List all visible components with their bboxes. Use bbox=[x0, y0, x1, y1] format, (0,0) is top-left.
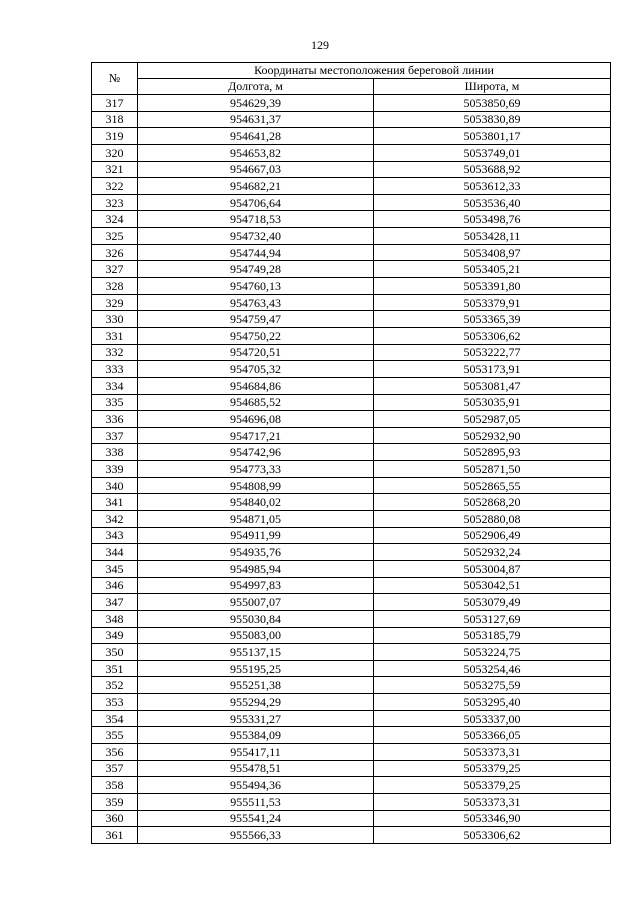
longitude-cell: 955478,51 bbox=[138, 760, 374, 777]
table-row bbox=[92, 461, 611, 478]
table-row bbox=[92, 477, 611, 494]
longitude-cell: 954985,94 bbox=[138, 560, 374, 577]
point-number-cell: 351 bbox=[92, 660, 138, 677]
point-number-cell: 325 bbox=[92, 228, 138, 245]
table-row bbox=[92, 727, 611, 744]
table-row bbox=[92, 178, 611, 195]
table-row bbox=[92, 710, 611, 727]
latitude-cell: 5053373,31 bbox=[374, 743, 611, 760]
point-number-cell: 358 bbox=[92, 777, 138, 794]
longitude-cell: 954718,53 bbox=[138, 211, 374, 228]
latitude-cell: 5053536,40 bbox=[374, 194, 611, 211]
number-column-header: № bbox=[92, 63, 138, 95]
point-number-cell: 345 bbox=[92, 560, 138, 577]
point-number-cell: 331 bbox=[92, 327, 138, 344]
latitude-cell: 5052932,24 bbox=[374, 544, 611, 561]
table-row bbox=[92, 793, 611, 810]
table-row bbox=[92, 527, 611, 544]
longitude-cell: 954720,51 bbox=[138, 344, 374, 361]
latitude-cell: 5052895,93 bbox=[374, 444, 611, 461]
latitude-cell: 5053379,25 bbox=[374, 760, 611, 777]
latitude-cell: 5053042,51 bbox=[374, 577, 611, 594]
latitude-cell: 5053379,25 bbox=[374, 777, 611, 794]
table-row bbox=[92, 361, 611, 378]
coordinates-table-body bbox=[92, 95, 611, 844]
table-row bbox=[92, 511, 611, 528]
point-number-cell: 354 bbox=[92, 710, 138, 727]
longitude-cell: 955137,15 bbox=[138, 644, 374, 661]
point-number-cell: 357 bbox=[92, 760, 138, 777]
point-number-cell: 332 bbox=[92, 344, 138, 361]
longitude-cell: 954763,43 bbox=[138, 294, 374, 311]
latitude-cell: 5053408,97 bbox=[374, 244, 611, 261]
longitude-cell: 955251,38 bbox=[138, 677, 374, 694]
point-number-cell: 355 bbox=[92, 727, 138, 744]
longitude-cell: 954911,99 bbox=[138, 527, 374, 544]
longitude-cell: 954871,05 bbox=[138, 511, 374, 528]
latitude-cell: 5053337,00 bbox=[374, 710, 611, 727]
point-number-cell: 352 bbox=[92, 677, 138, 694]
table-row bbox=[92, 743, 611, 760]
latitude-cell: 5053295,40 bbox=[374, 694, 611, 711]
table-row bbox=[92, 394, 611, 411]
longitude-cell: 955511,53 bbox=[138, 793, 374, 810]
longitude-cell: 954706,64 bbox=[138, 194, 374, 211]
latitude-cell: 5053391,80 bbox=[374, 278, 611, 295]
latitude-cell: 5052906,49 bbox=[374, 527, 611, 544]
table-row bbox=[92, 560, 611, 577]
point-number-cell: 324 bbox=[92, 211, 138, 228]
table-row bbox=[92, 344, 611, 361]
table-row bbox=[92, 760, 611, 777]
latitude-cell: 5053222,77 bbox=[374, 344, 611, 361]
point-number-cell: 342 bbox=[92, 511, 138, 528]
table-row bbox=[92, 610, 611, 627]
table-row bbox=[92, 444, 611, 461]
latitude-cell: 5053366,05 bbox=[374, 727, 611, 744]
point-number-cell: 336 bbox=[92, 411, 138, 428]
latitude-cell: 5053428,11 bbox=[374, 228, 611, 245]
point-number-cell: 318 bbox=[92, 111, 138, 128]
longitude-cell: 954641,28 bbox=[138, 128, 374, 145]
coordinates-table bbox=[91, 62, 611, 844]
table-row bbox=[92, 261, 611, 278]
table-row bbox=[92, 278, 611, 295]
latitude-cell: 5053405,21 bbox=[374, 261, 611, 278]
longitude-cell: 954629,39 bbox=[138, 95, 374, 112]
latitude-cell: 5052880,08 bbox=[374, 511, 611, 528]
latitude-cell: 5053306,62 bbox=[374, 327, 611, 344]
latitude-cell: 5053127,69 bbox=[374, 610, 611, 627]
latitude-cell: 5052868,20 bbox=[374, 494, 611, 511]
table-row bbox=[92, 411, 611, 428]
latitude-cell: 5053254,46 bbox=[374, 660, 611, 677]
latitude-cell: 5053612,33 bbox=[374, 178, 611, 195]
latitude-cell: 5053035,91 bbox=[374, 394, 611, 411]
page-number: 129 bbox=[311, 38, 329, 52]
point-number-cell: 356 bbox=[92, 743, 138, 760]
longitude-cell: 954760,13 bbox=[138, 278, 374, 295]
longitude-cell: 955294,29 bbox=[138, 694, 374, 711]
table-row bbox=[92, 677, 611, 694]
point-number-cell: 339 bbox=[92, 461, 138, 478]
longitude-cell: 954750,22 bbox=[138, 327, 374, 344]
point-number-cell: 322 bbox=[92, 178, 138, 195]
table-row bbox=[92, 777, 611, 794]
point-number-cell: 350 bbox=[92, 644, 138, 661]
latitude-cell: 5052865,55 bbox=[374, 477, 611, 494]
point-number-cell: 346 bbox=[92, 577, 138, 594]
point-number-cell: 319 bbox=[92, 128, 138, 145]
table-row bbox=[92, 494, 611, 511]
table-row bbox=[92, 228, 611, 245]
coordinates-group-header: Координаты местоположения береговой линии bbox=[138, 63, 611, 79]
table-row bbox=[92, 577, 611, 594]
table-row bbox=[92, 161, 611, 178]
latitude-cell: 5053801,17 bbox=[374, 128, 611, 145]
latitude-cell: 5053081,47 bbox=[374, 377, 611, 394]
table-row bbox=[92, 311, 611, 328]
latitude-cell: 5053379,91 bbox=[374, 294, 611, 311]
point-number-cell: 359 bbox=[92, 793, 138, 810]
table-row bbox=[92, 144, 611, 161]
latitude-cell: 5053346,90 bbox=[374, 810, 611, 827]
longitude-cell: 955195,25 bbox=[138, 660, 374, 677]
point-number-cell: 348 bbox=[92, 610, 138, 627]
longitude-cell: 955384,09 bbox=[138, 727, 374, 744]
longitude-cell: 954667,03 bbox=[138, 161, 374, 178]
longitude-cell: 954705,32 bbox=[138, 361, 374, 378]
point-number-cell: 328 bbox=[92, 278, 138, 295]
point-number-cell: 321 bbox=[92, 161, 138, 178]
point-number-cell: 329 bbox=[92, 294, 138, 311]
longitude-cell: 954742,96 bbox=[138, 444, 374, 461]
latitude-cell: 5053004,87 bbox=[374, 560, 611, 577]
longitude-cell: 954773,33 bbox=[138, 461, 374, 478]
latitude-cell: 5052871,50 bbox=[374, 461, 611, 478]
point-number-cell: 317 bbox=[92, 95, 138, 112]
point-number-cell: 338 bbox=[92, 444, 138, 461]
point-number-cell: 349 bbox=[92, 627, 138, 644]
table-row bbox=[92, 644, 611, 661]
latitude-cell: 5053365,39 bbox=[374, 311, 611, 328]
longitude-cell: 955030,84 bbox=[138, 610, 374, 627]
longitude-cell: 954808,99 bbox=[138, 477, 374, 494]
point-number-cell: 337 bbox=[92, 427, 138, 444]
longitude-cell: 954744,94 bbox=[138, 244, 374, 261]
latitude-cell: 5052932,90 bbox=[374, 427, 611, 444]
table-row bbox=[92, 627, 611, 644]
point-number-cell: 360 bbox=[92, 810, 138, 827]
latitude-cell: 5053688,92 bbox=[374, 161, 611, 178]
longitude-cell: 954732,40 bbox=[138, 228, 374, 245]
table-row bbox=[92, 327, 611, 344]
point-number-cell: 347 bbox=[92, 594, 138, 611]
point-number-cell: 361 bbox=[92, 827, 138, 844]
table-row bbox=[92, 194, 611, 211]
longitude-cell: 954997,83 bbox=[138, 577, 374, 594]
point-number-cell: 320 bbox=[92, 144, 138, 161]
table-row bbox=[92, 694, 611, 711]
latitude-column-header: Широта, м bbox=[374, 79, 611, 95]
point-number-cell: 333 bbox=[92, 361, 138, 378]
table-row bbox=[92, 128, 611, 145]
latitude-cell: 5053079,49 bbox=[374, 594, 611, 611]
latitude-cell: 5053749,01 bbox=[374, 144, 611, 161]
longitude-cell: 954935,76 bbox=[138, 544, 374, 561]
longitude-cell: 955541,24 bbox=[138, 810, 374, 827]
point-number-cell: 330 bbox=[92, 311, 138, 328]
latitude-cell: 5053275,59 bbox=[374, 677, 611, 694]
longitude-cell: 954759,47 bbox=[138, 311, 374, 328]
latitude-cell: 5052987,05 bbox=[374, 411, 611, 428]
longitude-cell: 954717,21 bbox=[138, 427, 374, 444]
point-number-cell: 326 bbox=[92, 244, 138, 261]
longitude-cell: 954653,82 bbox=[138, 144, 374, 161]
table-row bbox=[92, 377, 611, 394]
point-number-cell: 341 bbox=[92, 494, 138, 511]
point-number-cell: 335 bbox=[92, 394, 138, 411]
latitude-cell: 5053173,91 bbox=[374, 361, 611, 378]
latitude-cell: 5053850,69 bbox=[374, 95, 611, 112]
point-number-cell: 340 bbox=[92, 477, 138, 494]
table-row bbox=[92, 594, 611, 611]
table-row bbox=[92, 427, 611, 444]
longitude-cell: 954684,86 bbox=[138, 377, 374, 394]
table-row bbox=[92, 95, 611, 112]
longitude-cell: 954685,52 bbox=[138, 394, 374, 411]
longitude-cell: 955083,00 bbox=[138, 627, 374, 644]
latitude-cell: 5053306,62 bbox=[374, 827, 611, 844]
table-row bbox=[92, 111, 611, 128]
latitude-cell: 5053498,76 bbox=[374, 211, 611, 228]
longitude-cell: 955494,36 bbox=[138, 777, 374, 794]
table-row bbox=[92, 827, 611, 844]
longitude-cell: 955331,27 bbox=[138, 710, 374, 727]
table-row bbox=[92, 810, 611, 827]
longitude-cell: 955417,11 bbox=[138, 743, 374, 760]
table-row bbox=[92, 244, 611, 261]
longitude-cell: 954631,37 bbox=[138, 111, 374, 128]
longitude-cell: 954840,02 bbox=[138, 494, 374, 511]
point-number-cell: 334 bbox=[92, 377, 138, 394]
longitude-cell: 954696,08 bbox=[138, 411, 374, 428]
latitude-cell: 5053224,75 bbox=[374, 644, 611, 661]
point-number-cell: 327 bbox=[92, 261, 138, 278]
latitude-cell: 5053185,79 bbox=[374, 627, 611, 644]
point-number-cell: 344 bbox=[92, 544, 138, 561]
table-row bbox=[92, 544, 611, 561]
longitude-cell: 955007,07 bbox=[138, 594, 374, 611]
point-number-cell: 323 bbox=[92, 194, 138, 211]
table-row bbox=[92, 660, 611, 677]
longitude-cell: 954682,21 bbox=[138, 178, 374, 195]
point-number-cell: 343 bbox=[92, 527, 138, 544]
longitude-cell: 954749,28 bbox=[138, 261, 374, 278]
point-number-cell: 353 bbox=[92, 694, 138, 711]
latitude-cell: 5053373,31 bbox=[374, 793, 611, 810]
table-row bbox=[92, 294, 611, 311]
longitude-column-header: Долгота, м bbox=[138, 79, 374, 95]
latitude-cell: 5053830,89 bbox=[374, 111, 611, 128]
longitude-cell: 955566,33 bbox=[138, 827, 374, 844]
table-row bbox=[92, 211, 611, 228]
